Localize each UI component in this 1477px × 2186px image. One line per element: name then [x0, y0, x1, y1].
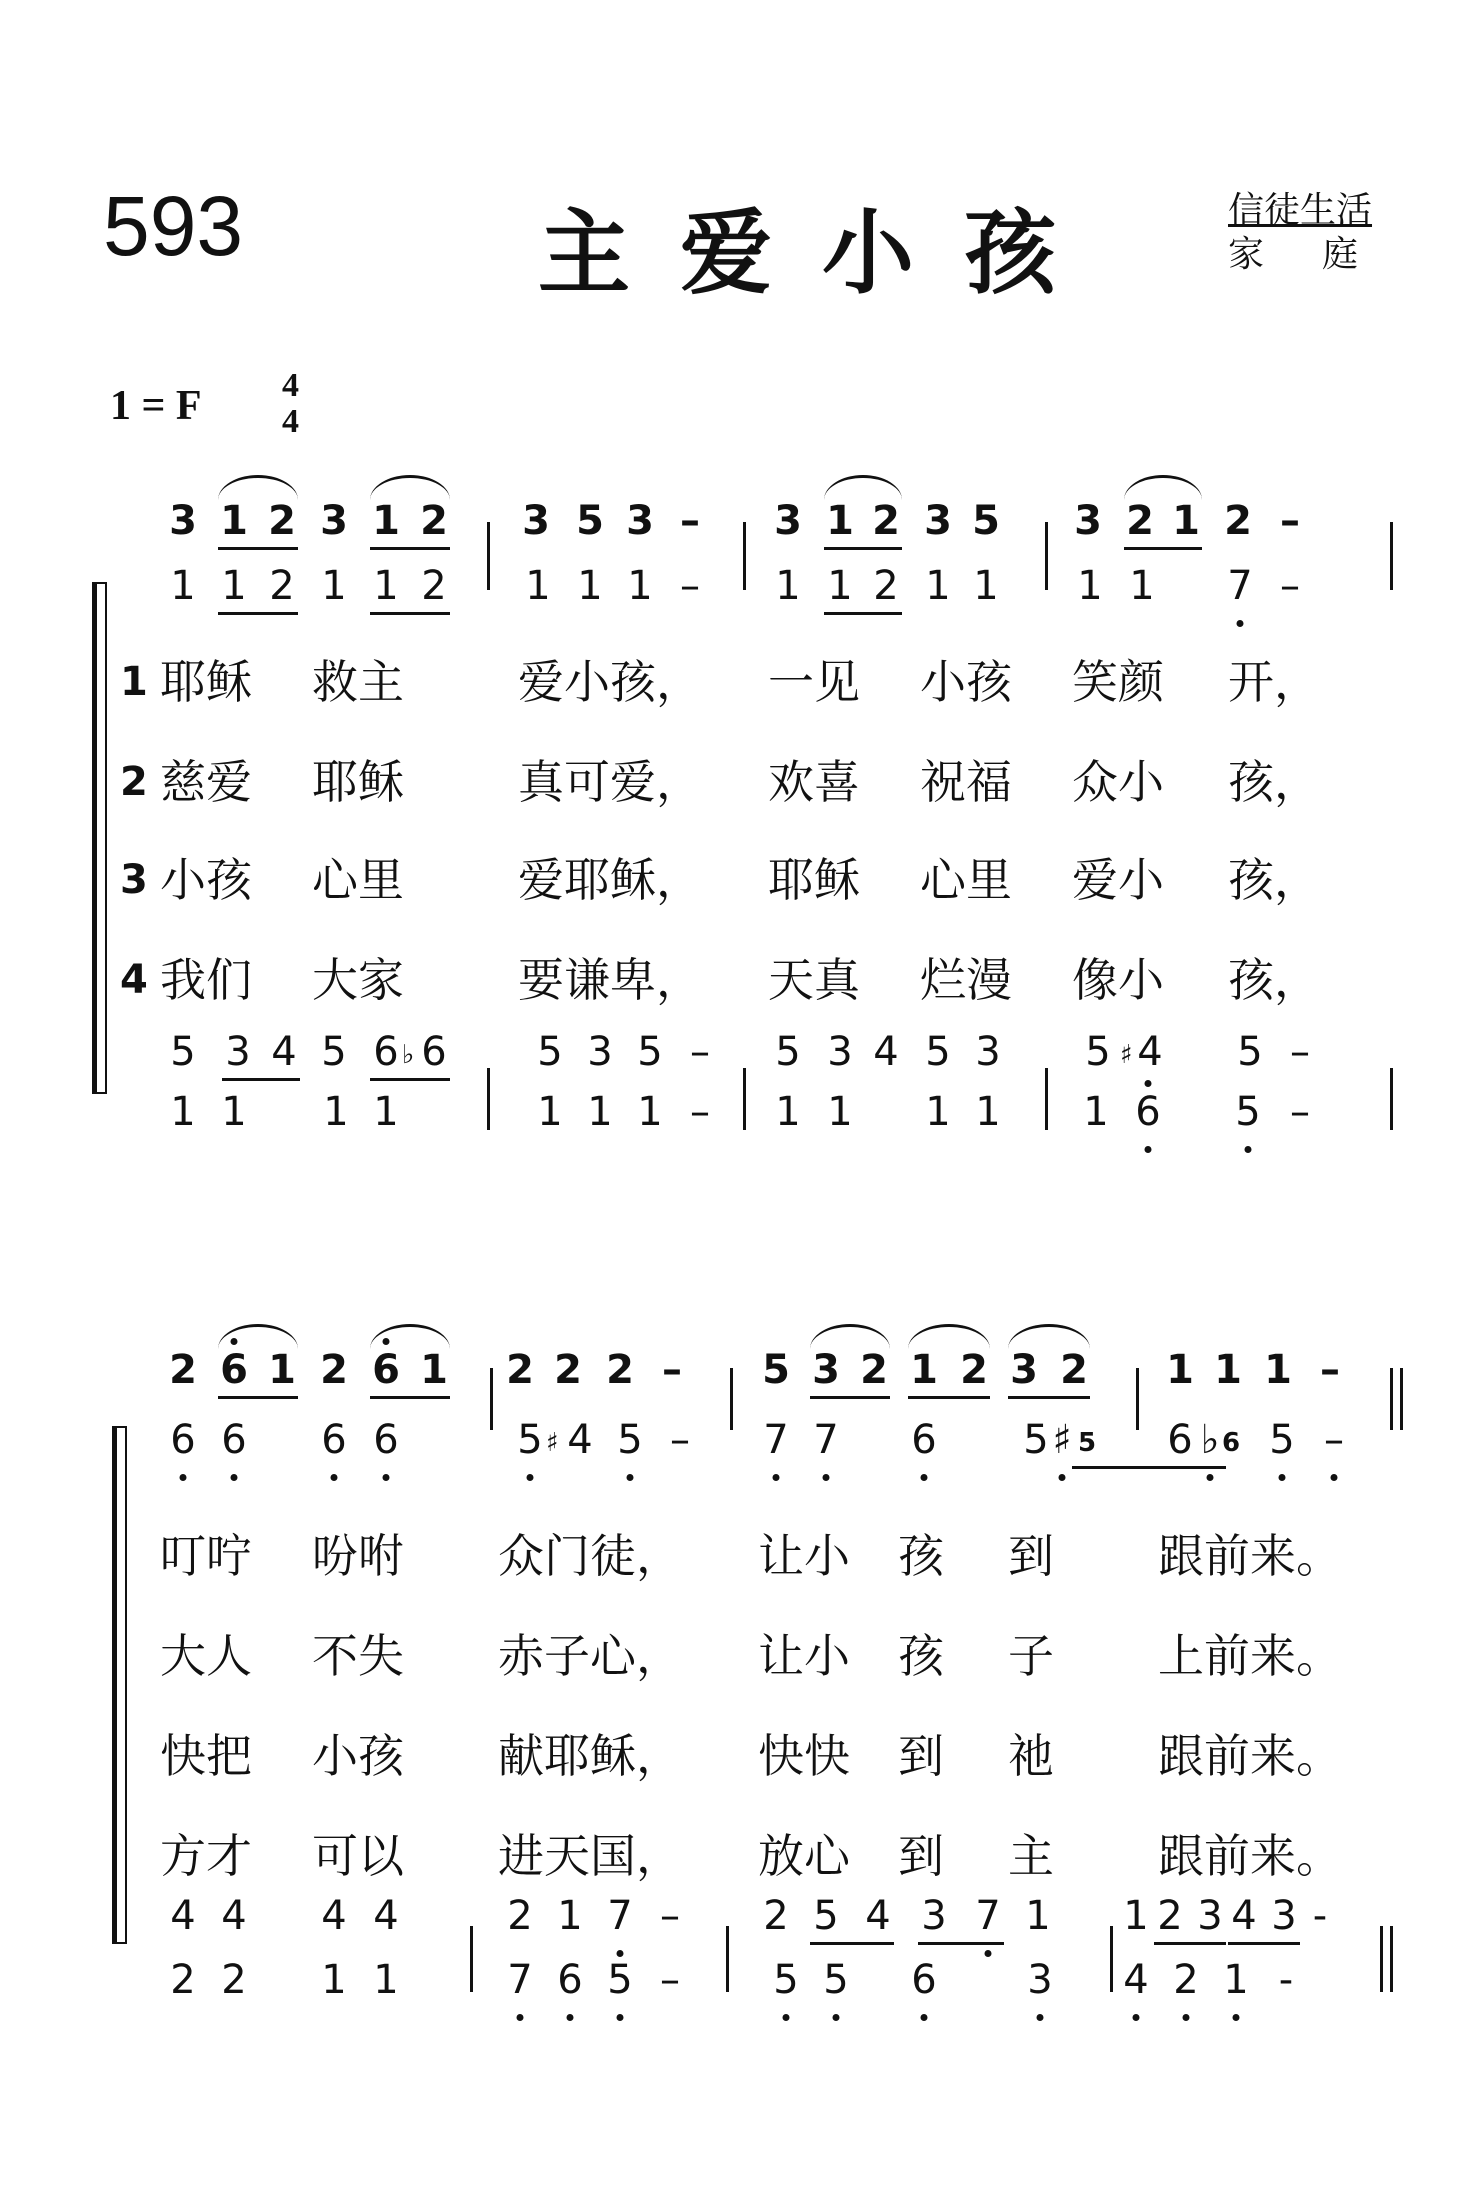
alto-octave-dot-below	[921, 1474, 928, 1481]
tenor-note: 5	[170, 1029, 196, 1075]
lyric-segment: 跟前来。	[1158, 1729, 1342, 1783]
soprano-note: 2	[606, 1347, 634, 1393]
alto-note: 1	[775, 563, 801, 609]
tenor-note: –	[690, 1029, 710, 1075]
tenor-beam-underline	[918, 1942, 1004, 1945]
tenor-note: 4	[221, 1893, 247, 1939]
alto-note: –	[680, 563, 700, 609]
bass-note: 1	[323, 1089, 349, 1135]
tenor-note: 2	[1157, 1893, 1183, 1939]
alto-note: 6	[1167, 1417, 1193, 1463]
lyric-segment: 让小	[758, 1529, 850, 1583]
soprano-note: 1	[1264, 1347, 1292, 1393]
alto-octave-dot-below	[180, 1474, 187, 1481]
barline	[1390, 1368, 1393, 1430]
bass-note: 5	[607, 1957, 633, 2003]
slur	[370, 1324, 450, 1349]
bass-note: 6	[557, 1957, 583, 2003]
soprano-note: 2	[1060, 1347, 1088, 1393]
soprano-note: 2	[506, 1347, 534, 1393]
soprano-note: 1	[1172, 498, 1200, 544]
lyric-segment: 小孩	[160, 853, 252, 907]
alto-note: 5	[1269, 1417, 1295, 1463]
barline	[1390, 1068, 1393, 1130]
soprano-note: 3	[1074, 498, 1102, 544]
tenor-note: 7	[975, 1893, 1001, 1939]
lyric-segment: 大人	[160, 1629, 252, 1683]
lyric-segment: 一见	[768, 655, 860, 709]
soprano-note: 2	[860, 1347, 888, 1393]
tenor-beam-underline	[1154, 1942, 1226, 1945]
lyric-segment: 笑颜	[1072, 655, 1164, 709]
tenor-note: 7	[607, 1893, 633, 1939]
lyric-segment: 进天国，	[498, 1829, 682, 1883]
alto-note: 5	[1023, 1417, 1049, 1463]
bass-note: 2	[170, 1957, 196, 2003]
bass-octave-dot-below	[1233, 2014, 1240, 2021]
lyric-segment: 烂漫	[920, 953, 1012, 1007]
alto-note: –	[670, 1417, 690, 1463]
bass-note: -	[1278, 1957, 1294, 2003]
lyric-segment: 耶稣	[768, 853, 860, 907]
alto-octave-dot-below	[823, 1474, 830, 1481]
tenor-note: 6	[421, 1029, 447, 1075]
barline	[1390, 522, 1393, 590]
tenor-note: 6	[373, 1029, 399, 1075]
alto-note: 6	[321, 1417, 347, 1463]
bass-note: 1	[637, 1089, 663, 1135]
lyric-segment: 祂	[1008, 1729, 1054, 1783]
bass-octave-dot-below	[617, 2014, 624, 2021]
lyric-segment: 心里	[920, 853, 1012, 907]
bass-note: 6	[1135, 1089, 1161, 1135]
bass-note: 1	[373, 1089, 399, 1135]
tenor-beam-underline	[222, 1078, 300, 1081]
alto-note: 1	[1077, 563, 1103, 609]
soprano-note: 2	[554, 1347, 582, 1393]
lyric-segment: 祝福	[920, 755, 1012, 809]
alto-octave-dot-below	[331, 1474, 338, 1481]
barline	[743, 522, 746, 590]
lyric-segment: 心里	[312, 853, 404, 907]
tenor-note: 5	[321, 1029, 347, 1075]
slur	[908, 1324, 990, 1349]
alto-octave-dot-below	[1059, 1474, 1066, 1481]
bass-note: 1	[587, 1089, 613, 1135]
alto-note: 1	[170, 563, 196, 609]
bass-note: –	[1290, 1089, 1310, 1135]
lyric-segment: 孩	[898, 1629, 944, 1683]
soprano-note: 2	[1224, 498, 1252, 544]
soprano-beam-underline	[824, 547, 902, 550]
lyric-segment: 跟前来。	[1158, 1829, 1342, 1883]
alto-octave-dot-below	[1279, 1474, 1286, 1481]
alto-note: 1	[577, 563, 603, 609]
lyric-segment: 快把	[160, 1729, 252, 1783]
soprano-note: 3	[1010, 1347, 1038, 1393]
bass-note: 1	[373, 1957, 399, 2003]
soprano-beam-underline	[1008, 1396, 1090, 1399]
lyric-segment: 大家	[312, 953, 404, 1007]
alto-octave-dot-below	[1237, 620, 1244, 627]
tenor-note: 5	[813, 1893, 839, 1939]
alto-note: 1	[925, 563, 951, 609]
barline	[1390, 1926, 1393, 1992]
tenor-note: 4	[373, 1893, 399, 1939]
soprano-note: 1	[372, 498, 400, 544]
barline	[726, 1926, 729, 1992]
alto-note: 2	[269, 563, 295, 609]
soprano-beam-underline	[1124, 547, 1202, 550]
barline	[1045, 1068, 1048, 1130]
barline	[730, 1368, 733, 1430]
slur	[370, 475, 450, 500]
barline	[1400, 1368, 1403, 1430]
tenor-note: 4	[271, 1029, 297, 1075]
tenor-beam-underline	[1228, 1942, 1300, 1945]
tenor-note: 3	[587, 1029, 613, 1075]
bass-note: 6	[911, 1957, 937, 2003]
tenor-note: 3	[975, 1029, 1001, 1075]
alto-note: 6	[170, 1417, 196, 1463]
tenor-note: 2	[763, 1893, 789, 1939]
alto-accidental: 5	[1078, 1428, 1097, 1458]
bass-note: 2	[1173, 1957, 1199, 2003]
alto-octave-dot-below	[627, 1474, 634, 1481]
alto-note: 6	[221, 1417, 247, 1463]
soprano-note: 3	[812, 1347, 840, 1393]
alto-note: –	[1324, 1417, 1344, 1463]
slur	[1008, 1324, 1090, 1349]
bass-octave-dot-below	[1245, 1146, 1252, 1153]
soprano-note: 3	[320, 498, 348, 544]
alto-note: 7	[813, 1417, 839, 1463]
tenor-note: 4	[865, 1893, 891, 1939]
alto-note: 1	[627, 563, 653, 609]
alto-note: 5	[617, 1417, 643, 1463]
bass-note: 1	[537, 1089, 563, 1135]
lyric-segment: 耶稣	[312, 755, 404, 809]
bass-octave-dot-below	[1133, 2014, 1140, 2021]
alto-note: 1	[373, 563, 399, 609]
tenor-note: -	[1312, 1893, 1328, 1939]
lyric-segment: 上前来。	[1158, 1629, 1342, 1683]
lyric-segment: 子	[1008, 1629, 1054, 1683]
barline	[743, 1068, 746, 1130]
bass-octave-dot-below	[1037, 2014, 1044, 2021]
soprano-note: 2	[268, 498, 296, 544]
bass-note: 1	[170, 1089, 196, 1135]
alto-note: 7	[763, 1417, 789, 1463]
lyric-segment: 众小	[1072, 755, 1164, 809]
lyric-segment: 方才	[160, 1829, 252, 1883]
barline	[490, 1368, 493, 1430]
slur	[824, 475, 902, 500]
verse-number: 3	[120, 857, 148, 903]
tenor-note: 3	[921, 1893, 947, 1939]
soprano-note: 6	[372, 1347, 400, 1393]
alto-note: ♭	[1200, 1417, 1220, 1463]
lyric-segment: 慈爱	[160, 755, 252, 809]
bass-note: –	[660, 1957, 680, 2003]
lyric-segment: 众门徒，	[498, 1529, 682, 1583]
soprano-note: 3	[626, 498, 654, 544]
key-signature: 1 = F	[110, 383, 202, 429]
lyric-segment: 到	[898, 1829, 944, 1883]
alto-note: –	[1280, 563, 1300, 609]
barline	[1380, 1926, 1383, 1992]
lyric-segment: 爱小	[1072, 853, 1164, 907]
bass-octave-dot-below	[567, 2014, 574, 2021]
soprano-note: 5	[576, 498, 604, 544]
time-signature-top: 4	[282, 367, 299, 404]
alto-octave-dot-below	[773, 1474, 780, 1481]
lyric-segment: 真可爱，	[518, 755, 702, 809]
soprano-note: 1	[268, 1347, 296, 1393]
tenor-beam-underline	[370, 1078, 450, 1081]
lyric-segment: 我们	[160, 953, 252, 1007]
bass-octave-dot-below	[783, 2014, 790, 2021]
lyric-segment: 救主	[312, 655, 404, 709]
tenor-note: –	[660, 1893, 680, 1939]
lyric-segment: 爱耶稣，	[518, 853, 702, 907]
tenor-note: 3	[827, 1029, 853, 1075]
tenor-note: 3	[1271, 1893, 1297, 1939]
lyric-segment: 让小	[758, 1629, 850, 1683]
lyric-segment: 赤子心，	[498, 1629, 682, 1683]
category-line-1: 信徒生活	[1228, 190, 1373, 231]
lyric-segment: 小孩	[920, 655, 1012, 709]
tenor-note: 1	[557, 1893, 583, 1939]
alto-note: 2	[421, 563, 447, 609]
soprano-note: 2	[1126, 498, 1154, 544]
alto-octave-dot-below	[231, 1474, 238, 1481]
alto-note: 1	[827, 563, 853, 609]
tenor-note: 4	[1231, 1893, 1257, 1939]
soprano-note: 2	[960, 1347, 988, 1393]
soprano-note: 3	[522, 498, 550, 544]
bass-note: 5	[823, 1957, 849, 2003]
soprano-beam-underline	[370, 1396, 450, 1399]
tenor-note: –	[1290, 1029, 1310, 1075]
soprano-note: 2	[872, 498, 900, 544]
soprano-note: 5	[972, 498, 1000, 544]
slur	[218, 1324, 298, 1349]
bass-note: 5	[1235, 1089, 1261, 1135]
lyric-segment: 叮咛	[160, 1529, 252, 1583]
alto-accidental: ♯	[546, 1428, 559, 1458]
tenor-note: 4	[170, 1893, 196, 1939]
tenor-note: 5	[925, 1029, 951, 1075]
lyric-segment: 开，	[1228, 655, 1320, 709]
lyric-segment: 可以	[312, 1829, 404, 1883]
lyric-segment: 孩，	[1228, 853, 1320, 907]
bass-note: 1	[827, 1089, 853, 1135]
tenor-note: 5	[537, 1029, 563, 1075]
tenor-note: 1	[1025, 1893, 1051, 1939]
tenor-octave-dot-below	[617, 1950, 624, 1957]
lyric-segment: 小孩	[312, 1729, 404, 1783]
bass-note: 1	[1083, 1089, 1109, 1135]
alto-octave-dot-below	[1331, 1474, 1338, 1481]
tenor-accidental: ♭	[402, 1040, 415, 1070]
soprano-note: 1	[220, 498, 248, 544]
bass-octave-dot-below	[921, 2014, 928, 2021]
tenor-note: 3	[225, 1029, 251, 1075]
lyric-segment: 献耶稣，	[498, 1729, 682, 1783]
soprano-note: –	[662, 1347, 682, 1393]
tenor-note: 4	[1137, 1029, 1163, 1075]
barline	[487, 522, 490, 590]
lyric-segment: 孩，	[1228, 755, 1320, 809]
time-signature	[282, 368, 299, 440]
soprano-note: 1	[1166, 1347, 1194, 1393]
alto-beam-underline	[824, 612, 902, 615]
hymn-title: 主爱小孩	[538, 199, 1107, 307]
barline	[1045, 522, 1048, 590]
soprano-note: 5	[762, 1347, 790, 1393]
alto-note: 6	[911, 1417, 937, 1463]
soprano-note: –	[1280, 498, 1300, 544]
bass-note: –	[690, 1089, 710, 1135]
alto-note: 1	[1129, 563, 1155, 609]
alto-note: 1	[525, 563, 551, 609]
soprano-note: 1	[420, 1347, 448, 1393]
soprano-beam-underline	[370, 547, 450, 550]
tenor-note: 5	[1085, 1029, 1111, 1075]
soprano-note: 3	[169, 498, 197, 544]
soprano-note: 3	[924, 498, 952, 544]
lyric-segment: 像小	[1072, 953, 1164, 1007]
barline	[1136, 1368, 1139, 1430]
tenor-beam-underline	[810, 1942, 894, 1945]
alto-note: 4	[567, 1417, 593, 1463]
alto-note: 1	[973, 563, 999, 609]
tenor-note: 5	[1237, 1029, 1263, 1075]
alto-note: 6	[373, 1417, 399, 1463]
tenor-note: 2	[507, 1893, 533, 1939]
slur	[1124, 475, 1202, 500]
alto-beam-underline	[1072, 1466, 1226, 1469]
lyric-segment: 欢喜	[768, 755, 860, 809]
soprano-note: –	[1320, 1347, 1340, 1393]
bass-note: 7	[507, 1957, 533, 2003]
alto-octave-dot-below	[527, 1474, 534, 1481]
alto-octave-dot-below	[1207, 1474, 1214, 1481]
verse-number: 4	[120, 957, 148, 1003]
lyric-segment: 不失	[312, 1629, 404, 1683]
tenor-note: 1	[1123, 1893, 1149, 1939]
verse-number: 1	[120, 659, 148, 705]
alto-accidental: 6	[1222, 1428, 1241, 1458]
bass-note: 5	[773, 1957, 799, 2003]
slur	[218, 475, 298, 500]
bass-octave-dot-above	[1145, 1080, 1152, 1087]
lyric-segment: 爱小孩，	[518, 655, 702, 709]
bass-note: 1	[221, 1089, 247, 1135]
alto-note: 7	[1227, 563, 1253, 609]
system-bracket	[92, 582, 107, 1094]
soprano-note: 2	[420, 498, 448, 544]
soprano-beam-underline	[218, 1396, 298, 1399]
verse-number: 2	[120, 759, 148, 805]
lyric-segment: 耶稣	[160, 655, 252, 709]
soprano-note: 1	[910, 1347, 938, 1393]
alto-octave-dot-below	[383, 1474, 390, 1481]
category-line-2: 家庭	[1228, 234, 1417, 275]
soprano-note: 6	[220, 1347, 248, 1393]
soprano-note: –	[680, 498, 700, 544]
lyric-segment: 要谦卑，	[518, 953, 702, 1007]
bass-note: 1	[1223, 1957, 1249, 2003]
bass-note: 1	[975, 1089, 1001, 1135]
bass-note: 3	[1027, 1957, 1053, 2003]
soprano-note: 3	[774, 498, 802, 544]
alto-note: 1	[321, 563, 347, 609]
hymn-number: 593	[103, 179, 244, 273]
lyric-segment: 到	[898, 1729, 944, 1783]
lyric-segment: 孩，	[1228, 953, 1320, 1007]
soprano-beam-underline	[908, 1396, 990, 1399]
alto-note: 2	[873, 563, 899, 609]
slur	[810, 1324, 890, 1349]
barline	[487, 1068, 490, 1130]
tenor-note: 4	[873, 1029, 899, 1075]
tenor-accidental: ♯	[1120, 1040, 1133, 1070]
system-bracket	[112, 1426, 127, 1944]
bass-note: 1	[775, 1089, 801, 1135]
bass-note: 4	[1123, 1957, 1149, 2003]
lyric-segment: 到	[1008, 1529, 1054, 1583]
barline	[470, 1926, 473, 1992]
lyric-segment: 天真	[768, 953, 860, 1007]
lyric-segment: 跟前来。	[1158, 1529, 1342, 1583]
soprano-note: 2	[169, 1347, 197, 1393]
alto-beam-underline	[218, 612, 298, 615]
lyric-segment: 主	[1008, 1829, 1054, 1883]
tenor-note: 5	[775, 1029, 801, 1075]
bass-note: 1	[925, 1089, 951, 1135]
lyric-segment: 吩咐	[312, 1529, 404, 1583]
soprano-beam-underline	[218, 547, 298, 550]
tenor-note: 4	[321, 1893, 347, 1939]
soprano-note: 2	[320, 1347, 348, 1393]
bass-octave-dot-below	[833, 2014, 840, 2021]
time-signature-bottom: 4	[282, 403, 299, 440]
bass-note: 1	[321, 1957, 347, 2003]
tenor-note: 5	[637, 1029, 663, 1075]
soprano-note: 1	[826, 498, 854, 544]
soprano-note: 1	[1214, 1347, 1242, 1393]
bass-octave-dot-below	[1183, 2014, 1190, 2021]
lyric-segment: 快快	[758, 1729, 850, 1783]
soprano-beam-underline	[810, 1396, 890, 1399]
alto-note: 1	[221, 563, 247, 609]
lyric-segment: 孩	[898, 1529, 944, 1583]
lyric-segment: 放心	[758, 1829, 850, 1883]
tenor-note: 3	[1197, 1893, 1223, 1939]
tenor-octave-dot-below	[985, 1950, 992, 1957]
bass-octave-dot-below	[517, 2014, 524, 2021]
barline	[1110, 1926, 1113, 1992]
alto-note: 5	[517, 1417, 543, 1463]
alto-note: ♯	[1052, 1417, 1072, 1463]
bass-octave-dot-below	[1145, 1146, 1152, 1153]
alto-beam-underline	[370, 612, 450, 615]
bass-note: 2	[221, 1957, 247, 2003]
